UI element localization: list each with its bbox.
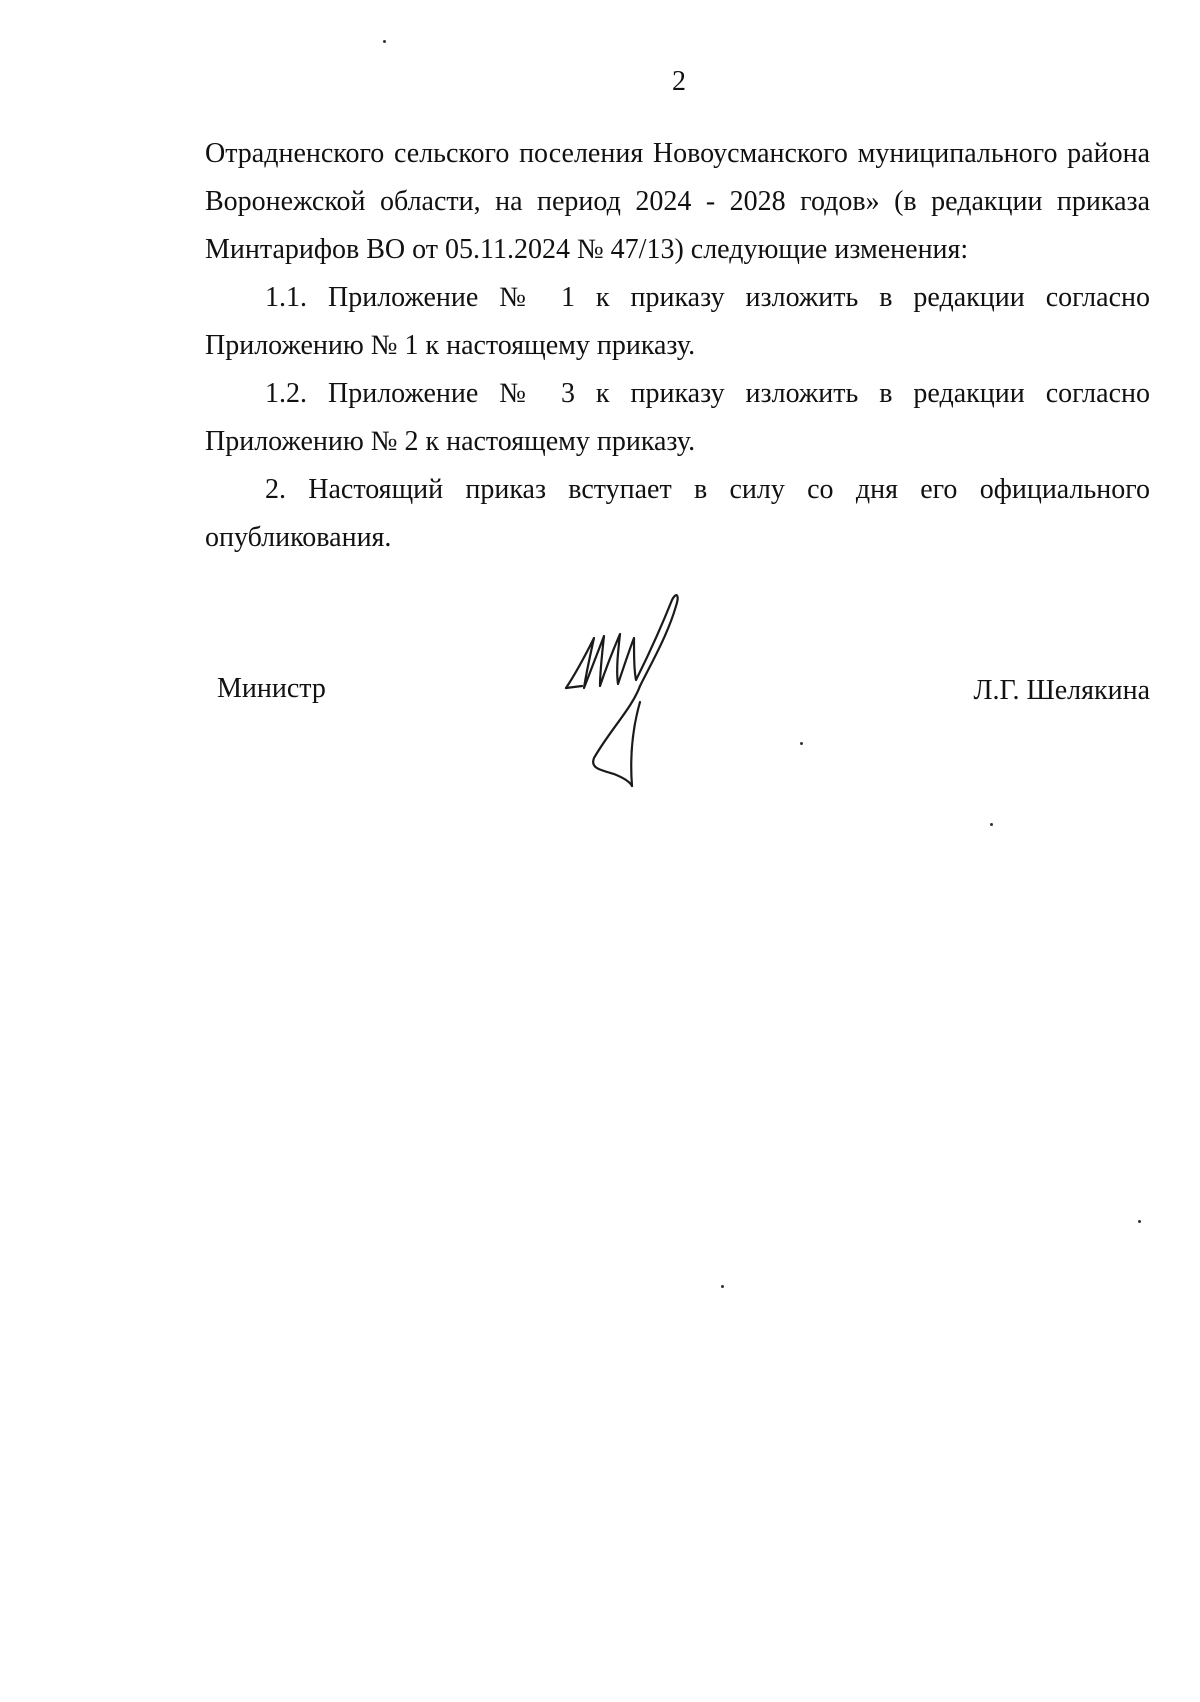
page-number: 2: [672, 66, 686, 97]
paragraph-item-1-1: 1.1. Приложение № 1 к приказу изложить в редакции согласно Приложению № 1 к настоящему приказу.: [205, 282, 1150, 361]
scan-speck: [800, 742, 803, 745]
paragraph-intro: Отрадненского сельского поселения Новоусманского муниципального района Воронежской области, на период 2024 - 2028 годов» (в редакции приказа Минтарифов ВО от 05.11.2024 № 47/13) следующие изменения:: [205, 138, 1150, 265]
paragraph-item-1-2: 1.2. Приложение № 3 к приказу изложить в редакции согласно Приложению № 2 к настоящему приказу.: [205, 378, 1150, 457]
scan-speck: [383, 40, 386, 43]
signatory-name: Л.Г. Шелякина: [973, 675, 1150, 706]
handwritten-signature: [560, 590, 700, 790]
scan-speck: [721, 1285, 724, 1288]
document-body: [205, 130, 1150, 562]
signatory-title: Министр: [217, 673, 326, 704]
scan-speck: [1138, 1220, 1141, 1223]
scan-speck: [990, 823, 993, 826]
paragraph-item-2: 2. Настоящий приказ вступает в силу со дня его официального опубликования.: [205, 474, 1150, 553]
